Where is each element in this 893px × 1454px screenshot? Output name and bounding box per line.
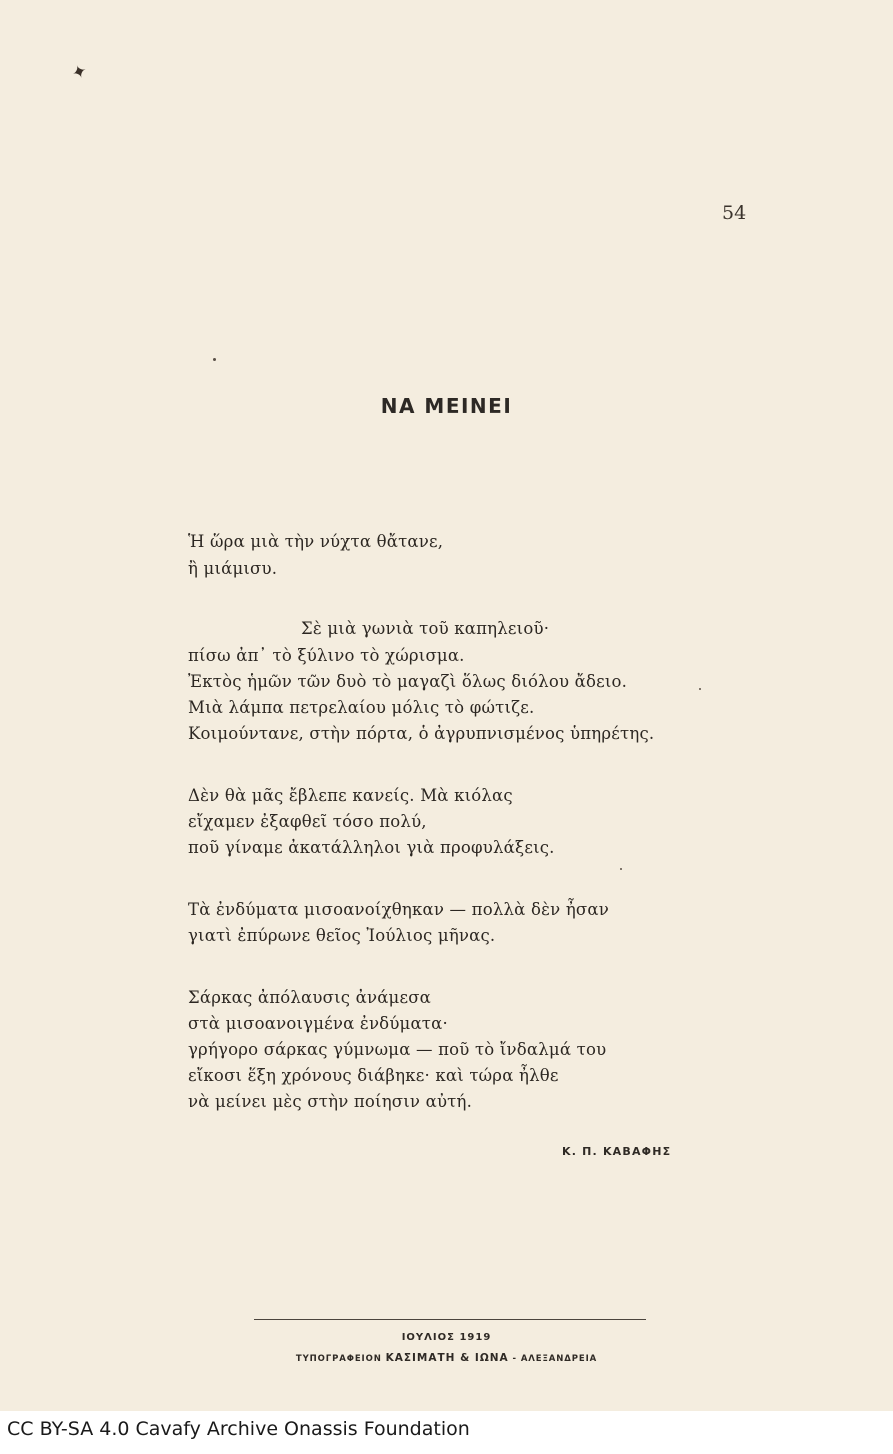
poem-line: Σὲ μιὰ γωνιὰ τοῦ καπηλειοῦ· bbox=[301, 619, 550, 638]
poem-line: ἢ μιάμισυ. bbox=[188, 559, 278, 578]
colophon-printer bbox=[0, 1352, 893, 1364]
paper-speck bbox=[699, 688, 701, 690]
poem-line: στὰ μισοανοιγμένα ἐνδύματα· bbox=[188, 1014, 448, 1033]
poem-line: Μιὰ λάμπα πετρελαίου μόλις τὸ φώτιζε. bbox=[188, 698, 535, 717]
poem-line: νὰ μείνει μὲς στὴν ποίησιν αὐτή. bbox=[188, 1092, 473, 1111]
poem-line: πίσω ἀπ᾿ τὸ ξύλινο τὸ χώρισμα. bbox=[188, 646, 465, 665]
poem-line: Δὲν θὰ μᾶς ἔβλεπε κανείς. Μὰ κιόλας bbox=[188, 786, 513, 805]
poem-line: Τὰ ἐνδύματα μισοανοίχθηκαν — πολλὰ δὲν ἦσαν bbox=[188, 900, 609, 919]
poem-line: εἴχαμεν ἐξαφθεῖ τόσο πολύ, bbox=[188, 812, 427, 831]
poem-line: εἴκοσι ἕξη χρόνους διάβηκε· καὶ τώρα ἦλθε bbox=[188, 1066, 559, 1085]
colophon-date: ΙΟΥΛΙΟΣ 1919 bbox=[401, 1332, 492, 1343]
printer-city: - ΑΛΕΞΑΝΔΡΕΙΑ bbox=[512, 1354, 598, 1364]
poem-line: Σάρκας ἀπόλαυσις ἀνάμεσα bbox=[188, 988, 432, 1007]
paper-speck bbox=[213, 358, 216, 361]
poem-line: Ἐκτὸς ἡμῶν τῶν δυὸ τὸ μαγαζὶ ὅλως διόλου ἄδειο. bbox=[188, 672, 628, 691]
colophon-divider bbox=[254, 1319, 646, 1320]
poem-line: γρήγορο σάρκας γύμνωμα — ποῦ τὸ ἴνδαλμά του bbox=[188, 1040, 607, 1059]
printer-name: ΚΑΣΙΜΑΤΗ & ΙΩΝΑ bbox=[385, 1352, 509, 1364]
pencil-mark-icon: ✦ bbox=[68, 60, 91, 85]
printer-prefix: ΤΥΠΟΓΡΑΦΕΙΟΝ bbox=[295, 1354, 382, 1364]
poem-line: Κοιμούντανε, στὴν πόρτα, ὁ ἀγρυπνισμένος ὑπηρέτης. bbox=[188, 724, 655, 743]
poem-line: γιατὶ ἐπύρωνε θεῖος Ἰούλιος μῆνας. bbox=[188, 926, 496, 945]
author-signature: Κ. Π. ΚΑΒΑΦΗΣ bbox=[562, 1145, 672, 1158]
paper-speck bbox=[620, 868, 622, 870]
poem-line: ποῦ γίναμε ἀκατάλληλοι γιὰ προφυλάξεις. bbox=[188, 838, 555, 857]
poem-line: Ἡ ὥρα μιὰ τὴν νύχτα θἄτανε, bbox=[188, 532, 444, 551]
page-number: 54 bbox=[722, 202, 747, 224]
license-credit: CC BY-SA 4.0 Cavafy Archive Onassis Foundation bbox=[7, 1418, 470, 1440]
poem-title: ΝΑ ΜΕΙΝΕΙ bbox=[380, 394, 513, 418]
